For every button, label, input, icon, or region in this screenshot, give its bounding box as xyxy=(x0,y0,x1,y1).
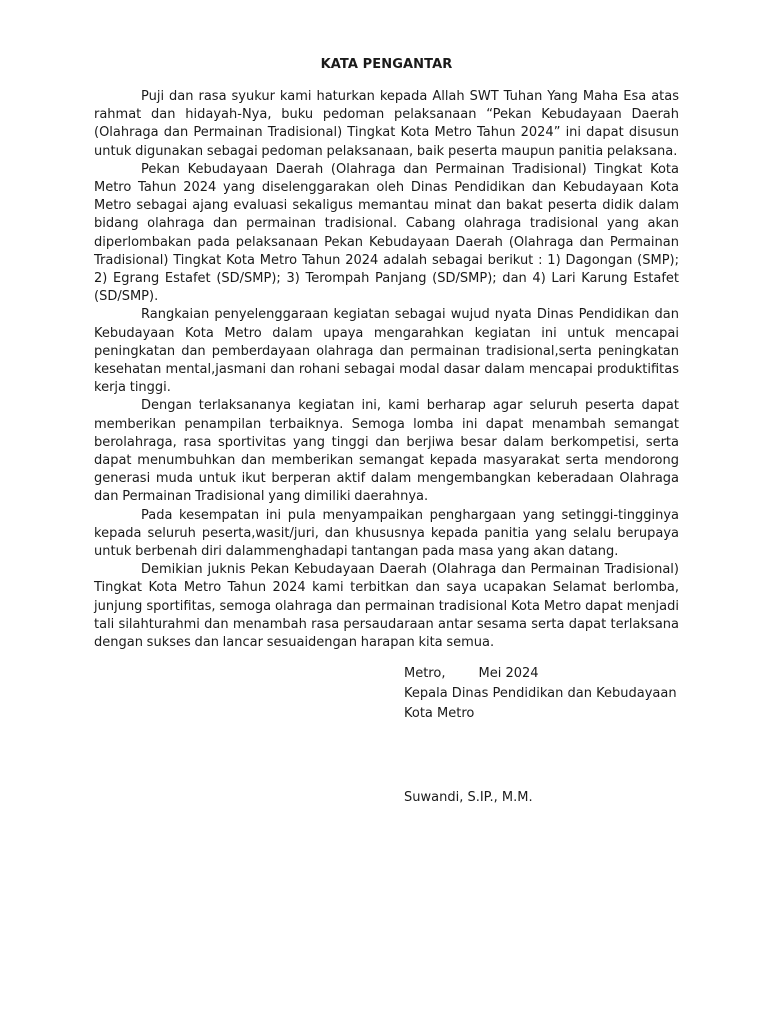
paragraph-4: Dengan terlaksananya kegiatan ini, kami berharap agar seluruh peserta dapat memberikan penampilan terbaiknya. Semoga lomba ini dapat menambah semangat berolahraga, rasa sportivitas yang tinggi dan berjiwa besar dalam berkompetisi, serta dapat menumbuhkan dan memberikan semangat kepada masyarakat serta mendorong generasi muda untuk ikut berperan aktif dalam mengembangkan keberadaan Olahraga dan Permainan Tradisional yang dimiliki daerahnya. xyxy=(94,398,679,505)
paragraph-3: Rangkaian penyelenggaraan kegiatan sebagai wujud nyata Dinas Pendidikan dan Kebudayaan Kota Metro dalam upaya mengarahkan kegiatan ini untuk mencapai peningkatan dan pemberdayaan olahraga dan permainan tradisional,serta peningkatan kesehatan mental,jasmani dan rohani sebagai modal dasar dalam mencapai produktifitas kerja tinggi. xyxy=(94,307,679,396)
signatory-name: Suwandi, S.IP., M.M. xyxy=(404,790,533,805)
document-body xyxy=(94,56,679,652)
signature-position: Kepala Dinas Pendidikan dan Kebudayaan xyxy=(404,686,677,701)
signature-space xyxy=(404,724,704,788)
signature-block xyxy=(404,664,704,808)
paragraph-6: Demikian juknis Pekan Kebudayaan Daerah (Olahraga dan Permainan Tradisional) Tingkat Kota Metro Tahun 2024 kami terbitkan dan saya ucapakan Selamat berlomba, junjung sportifitas, semoga olahraga dan permainan tradisional Kota Metro dapat menjadi tali silahturahmi dan menambah rasa persaudaraan antar sesama serta dapat terlaksana dengan sukses dan lancar sesuaidengan harapan kita semua. xyxy=(94,562,679,651)
document-title: KATA PENGANTAR xyxy=(320,57,453,72)
signature-place-date: Metro, Mei 2024 xyxy=(404,666,539,681)
signature-office: Kota Metro xyxy=(404,706,475,721)
paragraph-2: Pekan Kebudayaan Daerah (Olahraga dan Permainan Tradisional) Tingkat Kota Metro Tahun 2024 yang diselenggarakan oleh Dinas Pendidikan dan Kebudayaan Kota Metro sebagai ajang evaluasi sekaligus memantau minat dan bakat peserta didik dalam bidang olahraga dan permainan tradisional. Cabang olahraga tradisional yang akan diperlombakan pada pelaksanaan Pekan Kebudayaan Daerah (Olahraga dan Permainan Tradisional) Tingkat Kota Metro Tahun 2024 adalah sebagai berikut : 1) Dagongan (SMP); 2) Egrang Estafet (SD/SMP); 3) Terompah Panjang (SD/SMP); dan 4) Lari Karung Estafet (SD/SMP). xyxy=(94,161,679,305)
paragraph-5: Pada kesempatan ini pula menyampaikan penghargaan yang setinggi-tingginya kepada seluruh peserta,wasit/juri, dan khususnya kepada panitia yang selalu berupaya untuk berbenah diri dalammenghadapi tantangan pada masa yang akan datang. xyxy=(94,507,679,560)
paragraph-1: Puji dan rasa syukur kami haturkan kepada Allah SWT Tuhan Yang Maha Esa atas rahmat dan hidayah-Nya, buku pedoman pelaksanaan “Pekan Kebudayaan Daerah (Olahraga dan Permainan Tradisional) Tingkat Kota Metro Tahun 2024” ini dapat disusun untuk digunakan sebagai pedoman pelaksanaan, baik peserta maupun panitia pelaksana. xyxy=(94,89,679,159)
